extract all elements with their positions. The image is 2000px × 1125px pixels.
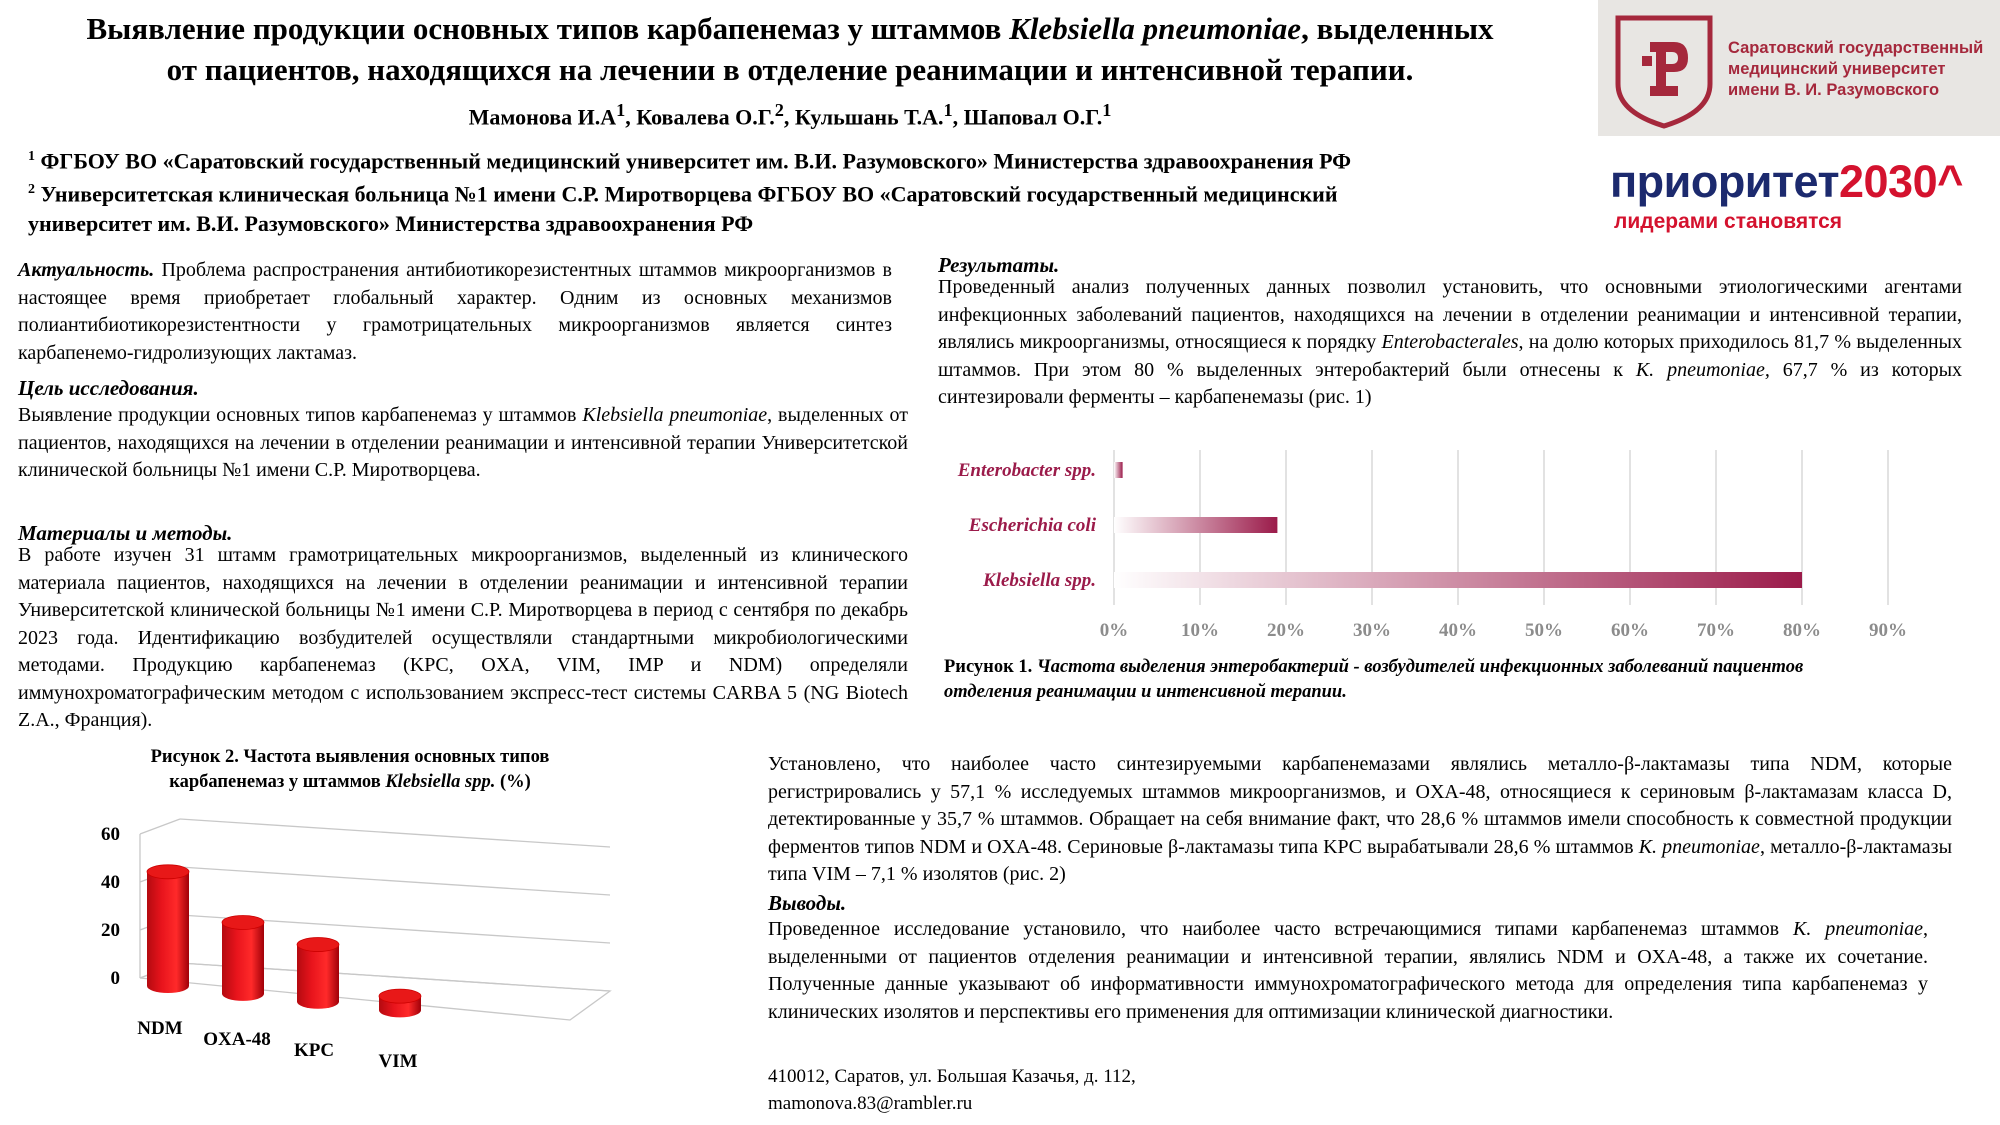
affiliation-sup: 2 [28,182,35,198]
results2-species: K. pneumoniae [1638,835,1760,858]
university-name-line3: имени В. И. Разумовского [1728,81,1940,99]
conclusions-body [768,916,1928,1026]
figure2-caption-species: Klebsiella spp. [385,772,496,792]
x-tick-label: 50% [1525,620,1563,641]
category-label: Escherichia coli [968,515,1096,536]
aim-body [18,402,908,485]
relevance-heading: Актуальность. [18,259,155,281]
cylinder-body [222,922,264,1000]
footer-email[interactable]: mamonova.83@rambler.ru [768,1093,973,1114]
authors: Мамонова $И.А^1$, Ковалева О.Г.$^2$, Кульшань Т.А.$^1$, Шаповал О.Г.$^1$ [468,100,1112,130]
x-tick-label: 20% [1267,620,1305,641]
chart-floor [140,963,610,1020]
category-label: KPC [293,1040,335,1061]
y-tick-label: 0 [110,968,120,989]
figure2-caption-line2: карбапенемаз у штаммов [169,772,386,792]
poster-title [20,8,1560,90]
relevance-body: Проблема распространения антибиотикорезистентных штаммов микроорганизмов в настоящее время приобретает глобальный характер. Одним из основных механизмов полиантибиотикорезистентности у грамотрицательных микроорганизмов является синтез карбапенемо-гидролизующих лактамаз. [18,259,892,364]
results-part3: 67,7 % из которых синтезировали ферменты – карбапенемазы (рис. 1) [938,358,1963,408]
x-tick-label: 0% [1099,620,1129,641]
x-tick-label: 80% [1783,620,1821,641]
x-tick-label: 90% [1869,620,1907,641]
author-name: Кульшань Т.А. [794,104,944,130]
results-heading: Результаты. [938,253,1060,277]
author-sup: 1 [1102,100,1112,120]
author-name: Шаповал О.Г. [963,104,1103,130]
figure2-caption [110,745,590,795]
category-label: VIM [378,1051,418,1072]
priority-slogan: лидерами становятся [1614,210,1843,233]
affiliation-2-line2: университет им. В.И. Разумовского» Министерства здравоохранения РФ [28,210,754,236]
cylinder-body [297,945,339,1009]
title-species: Klebsiella pneumoniae [1009,11,1302,46]
conclusions-heading: Выводы. [768,891,847,915]
results-species: K. pneumoniae, [1635,358,1770,381]
section-relevance [18,257,892,367]
figure2-cylinder-chart [80,800,620,1080]
author-sup: 2 [774,100,784,120]
author-sup: 1 [616,100,626,120]
footer-address: 410012, Саратов, ул. Большая Казачья, д. 112, [768,1066,1136,1087]
university-name [1728,38,2000,101]
cylinder-bar [379,989,421,1017]
bar [1114,572,1802,588]
cylinder-bar [222,915,264,1000]
priority-caret-icon: ^ [1937,156,1963,207]
affiliation-2-line1: Университетская клиническая больница №1 имени С.Р. Миротворцева ФГБОУ ВО «Саратовский государственный медицинский [40,181,1338,207]
category-label: Klebsiella spp. [983,570,1096,591]
aim-body-part2: , выделенных от пациентов, находящихся на лечении в отделении реанимации и интенсивной терапии Университетской клинической больницы №1 имени С.Р. Миротворцева. [18,404,909,481]
affiliation-sup: 1 [28,149,35,164]
results-body [938,274,1962,412]
results2-part2: , металло-β-лактамазы типа VIM – 7,1 % изолятов (рис. 2) [768,835,1953,885]
cylinder-body [147,872,189,993]
figure1-bar-chart [938,440,1938,650]
category-label: Enterobacter spp. [957,460,1096,481]
title-line1: Выявление продукции основных типов карбапенемаз у штаммов [86,11,1010,46]
cylinder-top [297,938,339,952]
category-label: OXA-48 [203,1029,271,1050]
affiliation-1: ФГБОУ ВО «Саратовский государственный медицинский университет им. В.И. Разумовского» Министерства здравоохранения РФ [40,148,1352,174]
cylinder-bar [147,865,189,993]
bar [1114,462,1123,478]
y-tick-label: 40 [101,872,120,893]
aim-species: Klebsiella pneumoniae [582,404,768,426]
aim-body-part1: Выявление продукции основных типов карбапенемаз у штаммов [18,404,583,426]
results-order: Enterobacterales [1381,331,1519,353]
figure1-caption-text: Частота выделения энтеробактерий - возбудителей инфекционных заболеваний пациентов отделения реанимации и интенсивной терапии. [944,657,1804,702]
affiliations [28,142,1568,238]
university-name-line2: медицинский университет [1728,60,1946,78]
figure1-caption [944,655,1864,705]
author-name: Ковалева О.Г. [636,104,775,130]
priority-2030-logo [1610,158,1963,206]
gridline [140,819,180,834]
gridline [180,819,610,847]
results-part1: Проведенный анализ полученных данных позволил установить, что основными этиологическими агентами инфекционных заболеваний пациентов, находящихся на лечении в отделении реанимации и интенсивной терапии, являлись микроорганизмы, относящиеся к порядку [938,276,1962,353]
category-label: NDM [137,1018,183,1039]
footer-contacts [768,1063,1136,1117]
university-shield-icon [1612,12,1716,130]
title-line1-end: , выделенных [1301,11,1494,46]
author-name: Мамонова И.А [468,104,617,130]
cylinder-top [379,989,421,1003]
conclusions-part1: Проведенное исследование установило, что наиболее часто встречающимися типами карбапенемаз штаммов [768,918,1793,940]
gridline [180,867,610,895]
figure1-caption-label: Рисунок 1. [944,657,1037,677]
y-tick-label: 20 [101,920,120,941]
cylinder-bar [297,938,339,1009]
conclusions-species: K. pneumoniae [1792,918,1923,940]
results2-part1: Установлено, что наиболее часто синтезируемыми карбапенемазами являлись металло-β-лактамазы типа NDM, которые регистрировались у 57,1 % исследуемых штаммов микроорганизмов, и OXA-48, относящиеся к сериновым β-лактамазам класса D, детектированные у 35,7 % штаммов. Обращает на себя внимание факт, что 28,6 % штаммов имели способность к совместной продукции ферментов типов NDM и OXA-48. Сериновые β-лактамазы типа KPC вырабатывали 28,6 % штаммов [768,753,1952,858]
results2-body [768,751,1952,889]
priority-word: приоритет [1610,156,1839,207]
bar [1114,517,1277,533]
priority-number: 2030 [1838,156,1938,207]
x-tick-label: 70% [1697,620,1735,641]
author-sup: 1 [943,100,953,120]
cylinder-top [222,915,264,929]
cylinder-top [147,865,189,879]
conclusions-part2: , выделенными от пациентов отделения реанимации и интенсивной терапии, являлись NDM и OXA-48, а также их сочетание. Полученные данные указывают об информативности иммунохроматографического метода для определения типа карбапенемаз у клинических изолятов и перспективы его применения для оптимизации клинической диагностики. [768,918,1928,1023]
methods-heading: Материалы и методы. [18,521,233,545]
y-tick-label: 60 [101,824,120,845]
figure2-caption-line1: Рисунок 2. Частота выявления основных типов [150,747,550,767]
figure2-caption-unit: (%) [495,772,531,792]
x-tick-label: 60% [1611,620,1649,641]
x-tick-label: 40% [1439,620,1477,641]
x-tick-label: 10% [1181,620,1219,641]
title-line2: от пациентов, находящихся на лечении в отделение реанимации и интенсивной терапии. [166,52,1414,87]
methods-body: В работе изучен 31 штамм грамотрицательных микроорганизмов, выделенный из клинического материала пациентов, находящихся на лечении в отделении реанимации и интенсивной терапии Университетской клинической больницы №1 имени С.Р. Миротворцева в период с сентября по декабрь 2023 года. Идентификацию возбудителей осуществляли стандартными микробиологическими методами. Продукцию карбапенемаз (KPC, OXA, VIM, IMP и NDM) определяли иммунохроматографическим методом с использованием экспресс-тест системы CARBA 5 (NG Biotech Z.A., Франция). [18,544,908,731]
aim-heading: Цель исследования. [18,376,199,400]
results-part2: , на долю которых приходилось 81,7 % выделенных штаммов. При этом 80 % выделенных энтеробактерий были отнесены к [938,331,1962,381]
x-tick-label: 30% [1353,620,1391,641]
university-name-line1: Саратовский государственный [1728,39,1984,57]
